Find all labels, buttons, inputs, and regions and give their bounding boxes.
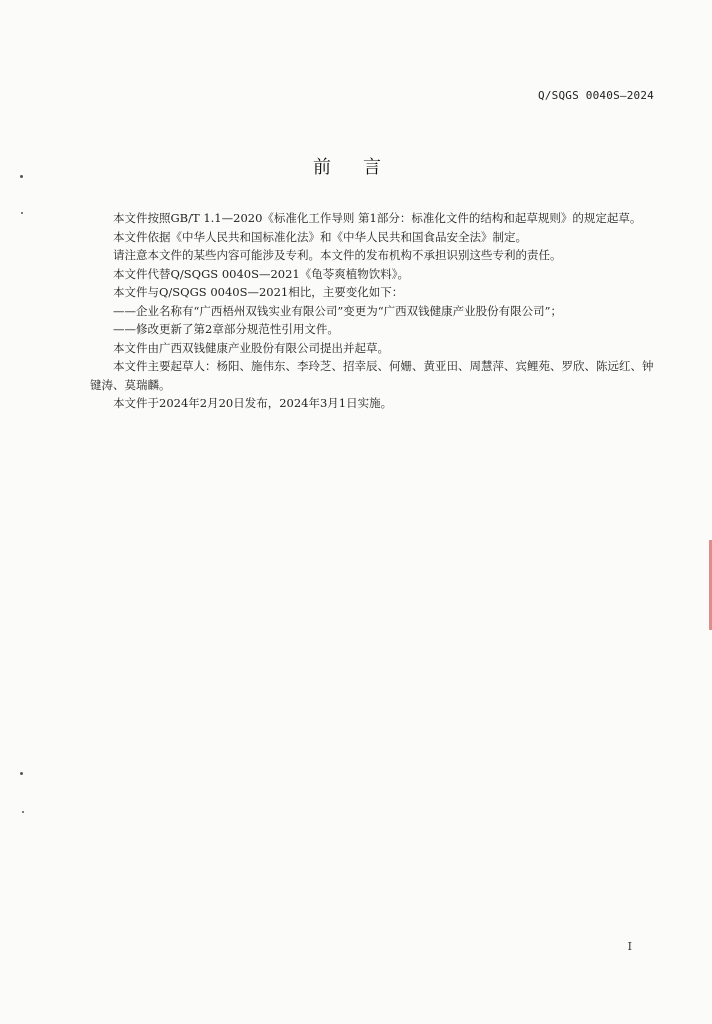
scan-speck — [21, 212, 23, 214]
page-number: I — [627, 940, 632, 953]
paragraph: 本文件依据《中华人民共和国标准化法》和《中华人民共和国食品安全法》制定。 — [113, 229, 527, 244]
change-item: ——企业名称有“广西梧州双钱实业有限公司”变更为“广西双钱健康产业股份有限公司”； — [113, 303, 563, 318]
paragraph: 本文件按照GB/T 1.1—2020《标准化工作导则 第1部分：标准化文件的结构和起草规则》的规定起草。 — [113, 211, 642, 225]
paragraph: 本文件与Q/SQGS 0040S—2021相比，主要变化如下： — [113, 285, 404, 299]
change-item: ——修改更新了第2章部分规范性引用文件。 — [113, 322, 339, 336]
scan-speck — [20, 772, 23, 775]
foreword-body — [90, 209, 656, 413]
paragraph: 本文件于2024年2月20日发布，2024年3月1日实施。 — [113, 396, 393, 410]
document-code: Q/SQGS 0040S—2024 — [538, 89, 654, 102]
paragraph: 本文件由广西双钱健康产业股份有限公司提出并起草。 — [113, 340, 389, 355]
paragraph: 请注意本文件的某些内容可能涉及专利。本文件的发布机构不承担识别这些专利的责任。 — [113, 248, 562, 262]
scan-speck — [20, 175, 23, 178]
scan-speck — [22, 811, 24, 813]
page-title: 前言 — [313, 157, 413, 178]
paragraph: 本文件主要起草人：杨阳、施伟东、李玲芝、招幸辰、何姗、黄亚田、周慧萍、宾鲤苑、罗欣、陈远红、钟键涛、莫瑞麟。 — [90, 359, 654, 392]
paragraph: 本文件代替Q/SQGS 0040S—2021《龟苓爽植物饮料》。 — [113, 266, 409, 281]
